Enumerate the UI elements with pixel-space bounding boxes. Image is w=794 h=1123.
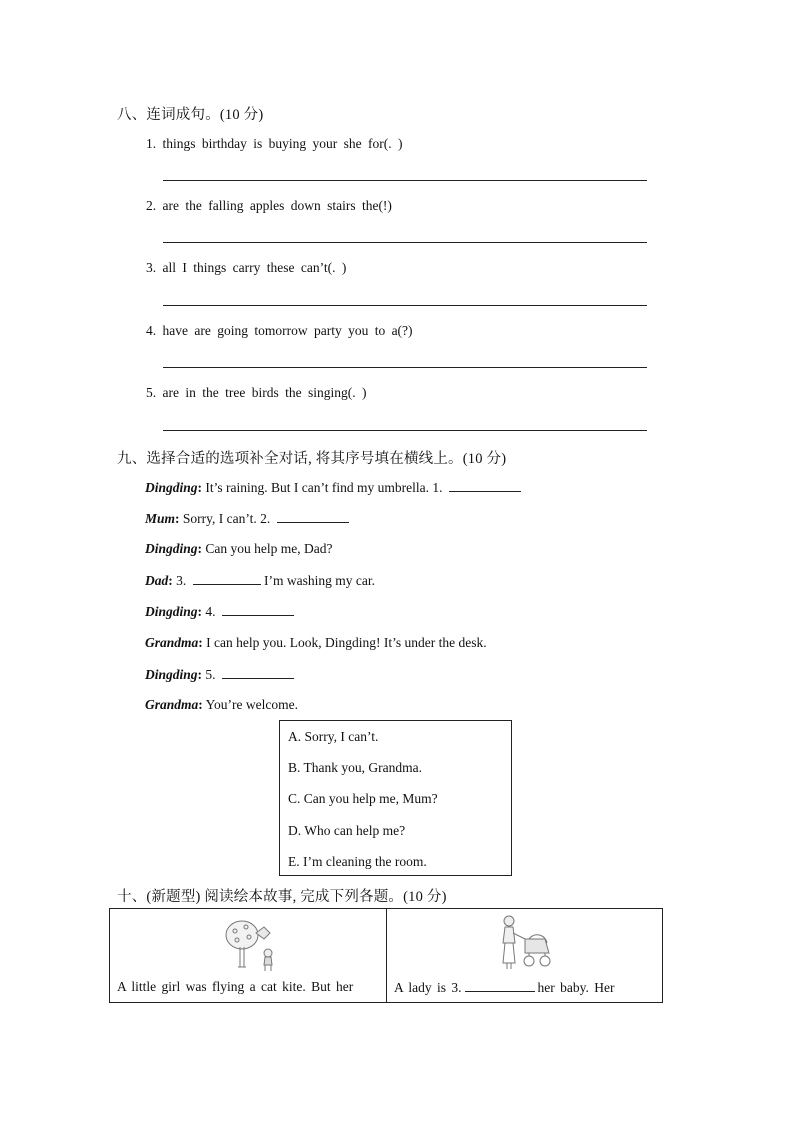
dialogue-line-1 (145, 479, 521, 496)
q8-item-4: 4. have are going tomorrow party you to a(?) (146, 323, 413, 338)
dialogue-text: Sorry, I can’t. 2. (179, 511, 274, 526)
dialogue-blank-2[interactable] (277, 510, 349, 523)
q8-item-1: 1. things birthday is buying your she for(. ) (146, 136, 403, 151)
dialogue-text: 5. (202, 667, 219, 682)
q8-item-2: 2. are the falling apples down stairs the(!) (146, 198, 392, 213)
speaker-name: Dingding (145, 667, 198, 682)
story-panel-2-text (394, 979, 614, 996)
dialogue-text: 3. (172, 573, 190, 588)
dialogue-blank-3[interactable] (193, 572, 261, 585)
dialogue-line-8 (145, 697, 298, 713)
dialogue-text: It’s raining. But I can’t find my umbrella. 1. (202, 480, 446, 495)
story-panel-2-text-b: her baby. Her (537, 980, 615, 995)
speaker-colon: : (175, 511, 180, 526)
story-panel-2 (387, 909, 662, 1002)
section-10-title: 十、(新题型) 阅读绘本故事, 完成下列各题。(10 分) (117, 889, 447, 905)
speaker-name: Grandma (145, 635, 199, 650)
section-9-title: 九、选择合适的选项补全对话, 将其序号填在横线上。(10 分) (117, 451, 507, 467)
story-blank-3[interactable] (465, 979, 535, 992)
speaker-colon: : (198, 697, 203, 712)
q8-answer-line-1[interactable] (163, 180, 647, 181)
option-b: B. Thank you, Grandma. (288, 760, 422, 775)
speaker-name: Mum (145, 511, 176, 526)
q8-answer-line-4[interactable] (163, 367, 647, 368)
option-c: C. Can you help me, Mum? (288, 791, 438, 806)
q8-answer-line-3[interactable] (163, 305, 647, 306)
speaker-colon: : (198, 635, 203, 650)
story-panel-1-text: A little girl was flying a cat kite. But her (117, 979, 354, 994)
q8-answer-line-2[interactable] (163, 242, 647, 243)
dialogue-line-5 (145, 603, 294, 620)
dialogue-text: I can help you. Look, Dingding! It’s under the desk. (202, 635, 487, 650)
dialogue-blank-4[interactable] (222, 603, 294, 616)
dialogue-line-3 (145, 541, 333, 557)
story-table (109, 908, 663, 1003)
speaker-colon: : (197, 480, 203, 495)
dialogue-text: Can you help me, Dad? (202, 541, 333, 556)
options-box (279, 720, 512, 876)
option-e: E. I’m cleaning the room. (288, 854, 427, 869)
lady-stroller-illustration (495, 913, 555, 973)
speaker-colon: : (197, 604, 203, 619)
dialogue-text: 4. (202, 604, 219, 619)
speaker-name: Dad (145, 573, 169, 588)
speaker-name: Dingding (145, 604, 198, 619)
dialogue-text: You’re welcome. (202, 697, 298, 712)
speaker-name: Grandma (145, 697, 199, 712)
story-panel-2-text-a: A lady is 3. (394, 980, 462, 995)
q8-item-3: 3. all I things carry these can’t(. ) (146, 260, 347, 275)
dialogue-line-2 (145, 510, 349, 527)
dialogue-line-7 (145, 666, 294, 683)
speaker-colon: : (168, 573, 173, 588)
q8-item-5: 5. are in the tree birds the singing(. ) (146, 385, 367, 400)
speaker-name: Dingding (145, 480, 198, 495)
dialogue-line-6 (145, 635, 487, 651)
speaker-colon: : (197, 667, 203, 682)
speaker-colon: : (197, 541, 203, 556)
option-d: D. Who can help me? (288, 823, 406, 838)
girl-tree-kite-illustration (220, 917, 282, 973)
dialogue-line-4 (145, 572, 375, 589)
dialogue-blank-1[interactable] (449, 479, 521, 492)
option-a: A. Sorry, I can’t. (288, 729, 379, 744)
section-8-title: 八、连词成句。(10 分) (117, 107, 264, 123)
speaker-name: Dingding (145, 541, 198, 556)
dialogue-text-after: I’m washing my car. (260, 573, 375, 588)
q8-answer-line-5[interactable] (163, 430, 647, 431)
story-panel-1 (110, 909, 386, 1002)
dialogue-blank-5[interactable] (222, 666, 294, 679)
